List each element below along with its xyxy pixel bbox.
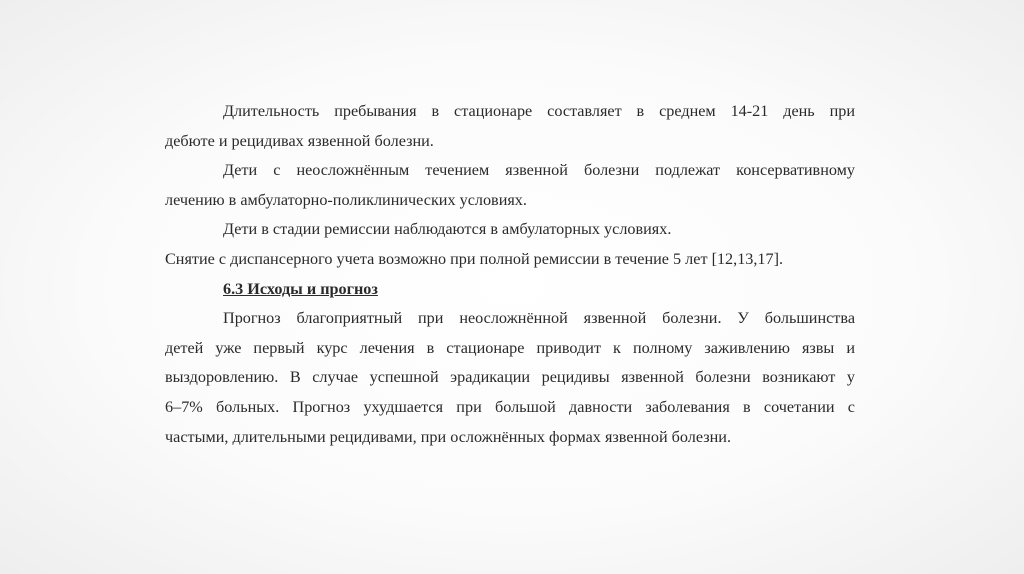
document-page (165, 97, 855, 452)
paragraph-prognosis (165, 304, 855, 452)
paragraph-dispensary-removal: Снятие с диспансерного учета возможно при полной ремиссии в течение 5 лет [12,13,17]. (165, 249, 784, 268)
paragraph-line: лечению в амбулаторно-поликлинических условиях. (165, 190, 527, 209)
paragraph-line: частыми, длительными рецидивами, при осложнённых формах язвенной болезни. (165, 427, 731, 446)
paragraph-line: дебюте и рецидивах язвенной болезни. (165, 131, 434, 150)
paragraph-line: выздоровлению. В случае успешной эрадикации рецидивы язвенной болезни возникают у (165, 368, 855, 387)
paragraph-conservative-treatment (165, 156, 855, 215)
paragraph-line: Длительность пребывания в стационаре составляет в среднем 14-21 день при (223, 102, 855, 120)
section-heading: 6.3 Исходы и прогноз (223, 279, 378, 298)
paragraph-hospital-stay (165, 97, 855, 156)
paragraph-line: 6–7% больных. Прогноз ухудшается при большой давности заболевания в сочетании с (165, 397, 855, 416)
paragraph-line: Дети с неосложнённым течением язвенной болезни подлежат консервативному (223, 161, 855, 180)
paragraph-line: детей уже первый курс лечения в стационаре приводит к полному заживлению язвы и (165, 338, 855, 357)
paragraph-remission: Дети в стадии ремиссии наблюдаются в амбулаторных условиях. (223, 220, 672, 239)
paragraph-line: Прогноз благоприятный при неосложнённой язвенной болезни. У большинства (223, 309, 855, 328)
